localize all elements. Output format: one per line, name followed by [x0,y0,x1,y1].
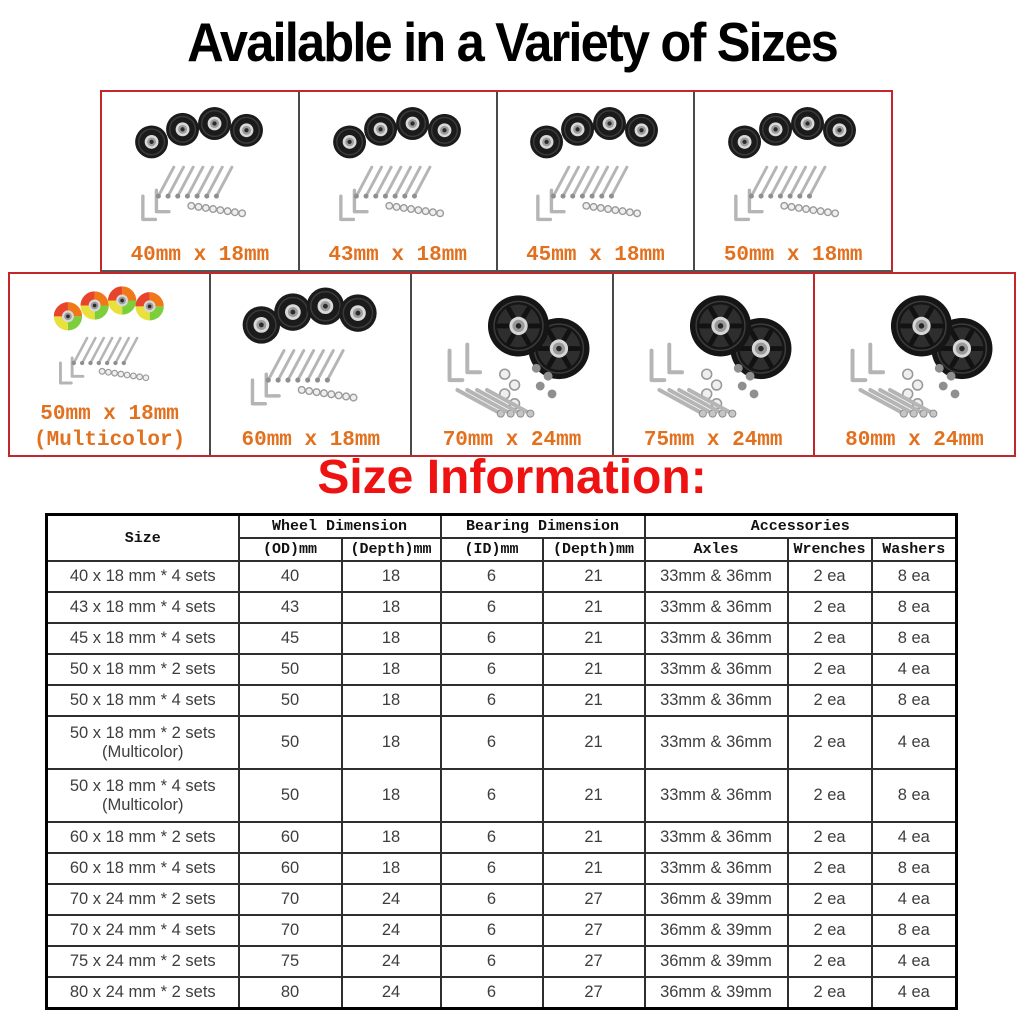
cell-size: 50 x 18 mm * 2 sets (Multicolor) [47,716,239,769]
product-size-label: 40mm x 18mm [130,244,270,267]
cell-axles: 36mm & 39mm [645,915,788,946]
product-size-label-line2: (Multicolor) [33,429,186,452]
product-size-label: 70mm x 24mm [442,429,582,452]
product-image-43mm [306,96,490,244]
cell-bearing-depth: 21 [543,685,645,716]
cell-bearing-depth: 27 [543,977,645,1009]
cell-size: 43 x 18 mm * 4 sets [47,592,239,623]
cell-wheel-depth: 24 [342,915,441,946]
product-image-80mm [821,278,1008,429]
cell-wheel-depth: 18 [342,685,441,716]
col-header-id: (ID)mm [441,538,543,561]
col-header-size: Size [47,515,239,562]
product-size-label: 50mm x 18mm [40,403,179,426]
cell-id: 6 [441,977,543,1009]
cell-wrenches: 2 ea [788,561,872,592]
cell-washers: 8 ea [872,623,957,654]
cell-size: 50 x 18 mm * 2 sets [47,654,239,685]
col-header-accessories: Accessories [645,515,957,539]
page-title: Available in a Variety of Sizes [187,11,837,73]
cell-size: 60 x 18 mm * 2 sets [47,822,239,853]
product-size-label: 50mm x 18mm [723,244,863,267]
cell-washers: 8 ea [872,561,957,592]
product-image-45mm [503,96,687,244]
size-table [45,513,958,1010]
product-image-50mm [701,96,885,244]
cell-washers: 4 ea [872,654,957,685]
table-row [47,915,957,946]
cell-wrenches: 2 ea [788,685,872,716]
col-header-wrenches: Wrenches [788,538,872,561]
cell-bearing-depth: 27 [543,915,645,946]
cell-od: 50 [239,685,342,716]
cell-od: 60 [239,822,342,853]
product-cell-45mm [498,92,696,270]
product-size-label: 80mm x 24mm [845,429,984,452]
cell-wheel-depth: 18 [342,853,441,884]
table-row [47,769,957,822]
cell-washers: 8 ea [872,915,957,946]
cell-id: 6 [441,946,543,977]
cell-size: 45 x 18 mm * 4 sets [47,623,239,654]
cell-wheel-depth: 24 [342,946,441,977]
cell-axles: 36mm & 39mm [645,884,788,915]
cell-wrenches: 2 ea [788,592,872,623]
cell-od: 80 [239,977,342,1009]
cell-wheel-depth: 18 [342,822,441,853]
cell-size: 70 x 24 mm * 4 sets [47,915,239,946]
cell-id: 6 [441,685,543,716]
cell-axles: 33mm & 36mm [645,853,788,884]
cell-washers: 4 ea [872,822,957,853]
cell-bearing-depth: 27 [543,946,645,977]
cell-wheel-depth: 18 [342,592,441,623]
cell-bearing-depth: 21 [543,592,645,623]
cell-wheel-depth: 24 [342,977,441,1009]
product-size-label: 60mm x 18mm [241,429,381,452]
cell-size: 75 x 24 mm * 2 sets [47,946,239,977]
cell-wheel-depth: 18 [342,716,441,769]
product-size-label: 45mm x 18mm [526,244,665,267]
col-header-axles: Axles [645,538,788,561]
col-header-bearing-dimension: Bearing Dimension [441,515,645,539]
product-cell-40mm [102,92,300,270]
cell-bearing-depth: 21 [543,822,645,853]
cell-axles: 33mm & 36mm [645,769,788,822]
cell-id: 6 [441,592,543,623]
cell-od: 50 [239,769,342,822]
product-cell-60mm [211,274,412,455]
table-row [47,592,957,623]
cell-od: 75 [239,946,342,977]
cell-id: 6 [441,915,543,946]
product-cell-75mm [614,274,815,455]
cell-wrenches: 2 ea [788,654,872,685]
product-image-75mm [620,278,807,429]
cell-size: 50 x 18 mm * 4 sets (Multicolor) [47,769,239,822]
cell-wheel-depth: 18 [342,623,441,654]
cell-od: 45 [239,623,342,654]
table-row [47,822,957,853]
table-row [47,623,957,654]
cell-washers: 8 ea [872,592,957,623]
table-header-row-1 [47,515,957,539]
cell-axles: 33mm & 36mm [645,592,788,623]
col-header-bearing-depth: (Depth)mm [543,538,645,561]
product-image-70mm [418,278,605,429]
product-image-50mm-multicolor [16,278,203,403]
cell-bearing-depth: 21 [543,716,645,769]
cell-wrenches: 2 ea [788,915,872,946]
cell-bearing-depth: 21 [543,769,645,822]
cell-axles: 33mm & 36mm [645,561,788,592]
cell-axles: 33mm & 36mm [645,654,788,685]
cell-wheel-depth: 18 [342,654,441,685]
cell-wrenches: 2 ea [788,853,872,884]
table-row [47,946,957,977]
product-image-40mm [108,96,292,244]
cell-washers: 8 ea [872,769,957,822]
product-cell-80mm [815,274,1014,455]
cell-od: 50 [239,716,342,769]
cell-wrenches: 2 ea [788,822,872,853]
cell-od: 60 [239,853,342,884]
cell-bearing-depth: 21 [543,561,645,592]
cell-axles: 36mm & 39mm [645,946,788,977]
cell-size: 70 x 24 mm * 2 sets [47,884,239,915]
product-image-60mm [217,278,404,429]
product-cell-43mm [300,92,498,270]
cell-bearing-depth: 21 [543,853,645,884]
cell-od: 40 [239,561,342,592]
table-row [47,716,957,769]
cell-axles: 33mm & 36mm [645,716,788,769]
cell-washers: 4 ea [872,946,957,977]
cell-size: 50 x 18 mm * 4 sets [47,685,239,716]
cell-od: 43 [239,592,342,623]
cell-size: 40 x 18 mm * 4 sets [47,561,239,592]
cell-od: 50 [239,654,342,685]
table-row [47,853,957,884]
cell-bearing-depth: 27 [543,884,645,915]
cell-id: 6 [441,654,543,685]
cell-wrenches: 2 ea [788,716,872,769]
col-header-washers: Washers [872,538,957,561]
product-row-top [100,90,893,272]
cell-washers: 4 ea [872,977,957,1009]
col-header-wheel-depth: (Depth)mm [342,538,441,561]
product-size-label: 43mm x 18mm [328,244,467,267]
cell-wrenches: 2 ea [788,623,872,654]
size-information-heading: Size Information: [317,451,707,504]
cell-axles: 33mm & 36mm [645,822,788,853]
cell-id: 6 [441,623,543,654]
cell-washers: 8 ea [872,685,957,716]
cell-id: 6 [441,884,543,915]
table-row [47,884,957,915]
cell-washers: 8 ea [872,853,957,884]
product-cell-50mm-multicolor [10,274,211,455]
cell-wrenches: 2 ea [788,977,872,1009]
cell-wrenches: 2 ea [788,884,872,915]
table-row [47,977,957,1009]
cell-id: 6 [441,561,543,592]
col-header-wheel-dimension: Wheel Dimension [239,515,441,539]
cell-od: 70 [239,915,342,946]
cell-washers: 4 ea [872,884,957,915]
cell-bearing-depth: 21 [543,654,645,685]
cell-bearing-depth: 21 [543,623,645,654]
cell-id: 6 [441,769,543,822]
table-row [47,685,957,716]
cell-wheel-depth: 24 [342,884,441,915]
table-row [47,561,957,592]
cell-id: 6 [441,822,543,853]
col-header-od: (OD)mm [239,538,342,561]
cell-axles: 33mm & 36mm [645,685,788,716]
product-size-label: 75mm x 24mm [643,429,783,452]
cell-od: 70 [239,884,342,915]
product-cell-70mm [412,274,613,455]
cell-wheel-depth: 18 [342,769,441,822]
product-row-bottom [8,272,1016,457]
cell-wheel-depth: 18 [342,561,441,592]
cell-washers: 4 ea [872,716,957,769]
table-row [47,654,957,685]
cell-wrenches: 2 ea [788,946,872,977]
cell-axles: 36mm & 39mm [645,977,788,1009]
cell-wrenches: 2 ea [788,769,872,822]
cell-id: 6 [441,853,543,884]
cell-id: 6 [441,716,543,769]
cell-size: 80 x 24 mm * 2 sets [47,977,239,1009]
cell-axles: 33mm & 36mm [645,623,788,654]
product-cell-50mm [695,92,891,270]
cell-size: 60 x 18 mm * 4 sets [47,853,239,884]
